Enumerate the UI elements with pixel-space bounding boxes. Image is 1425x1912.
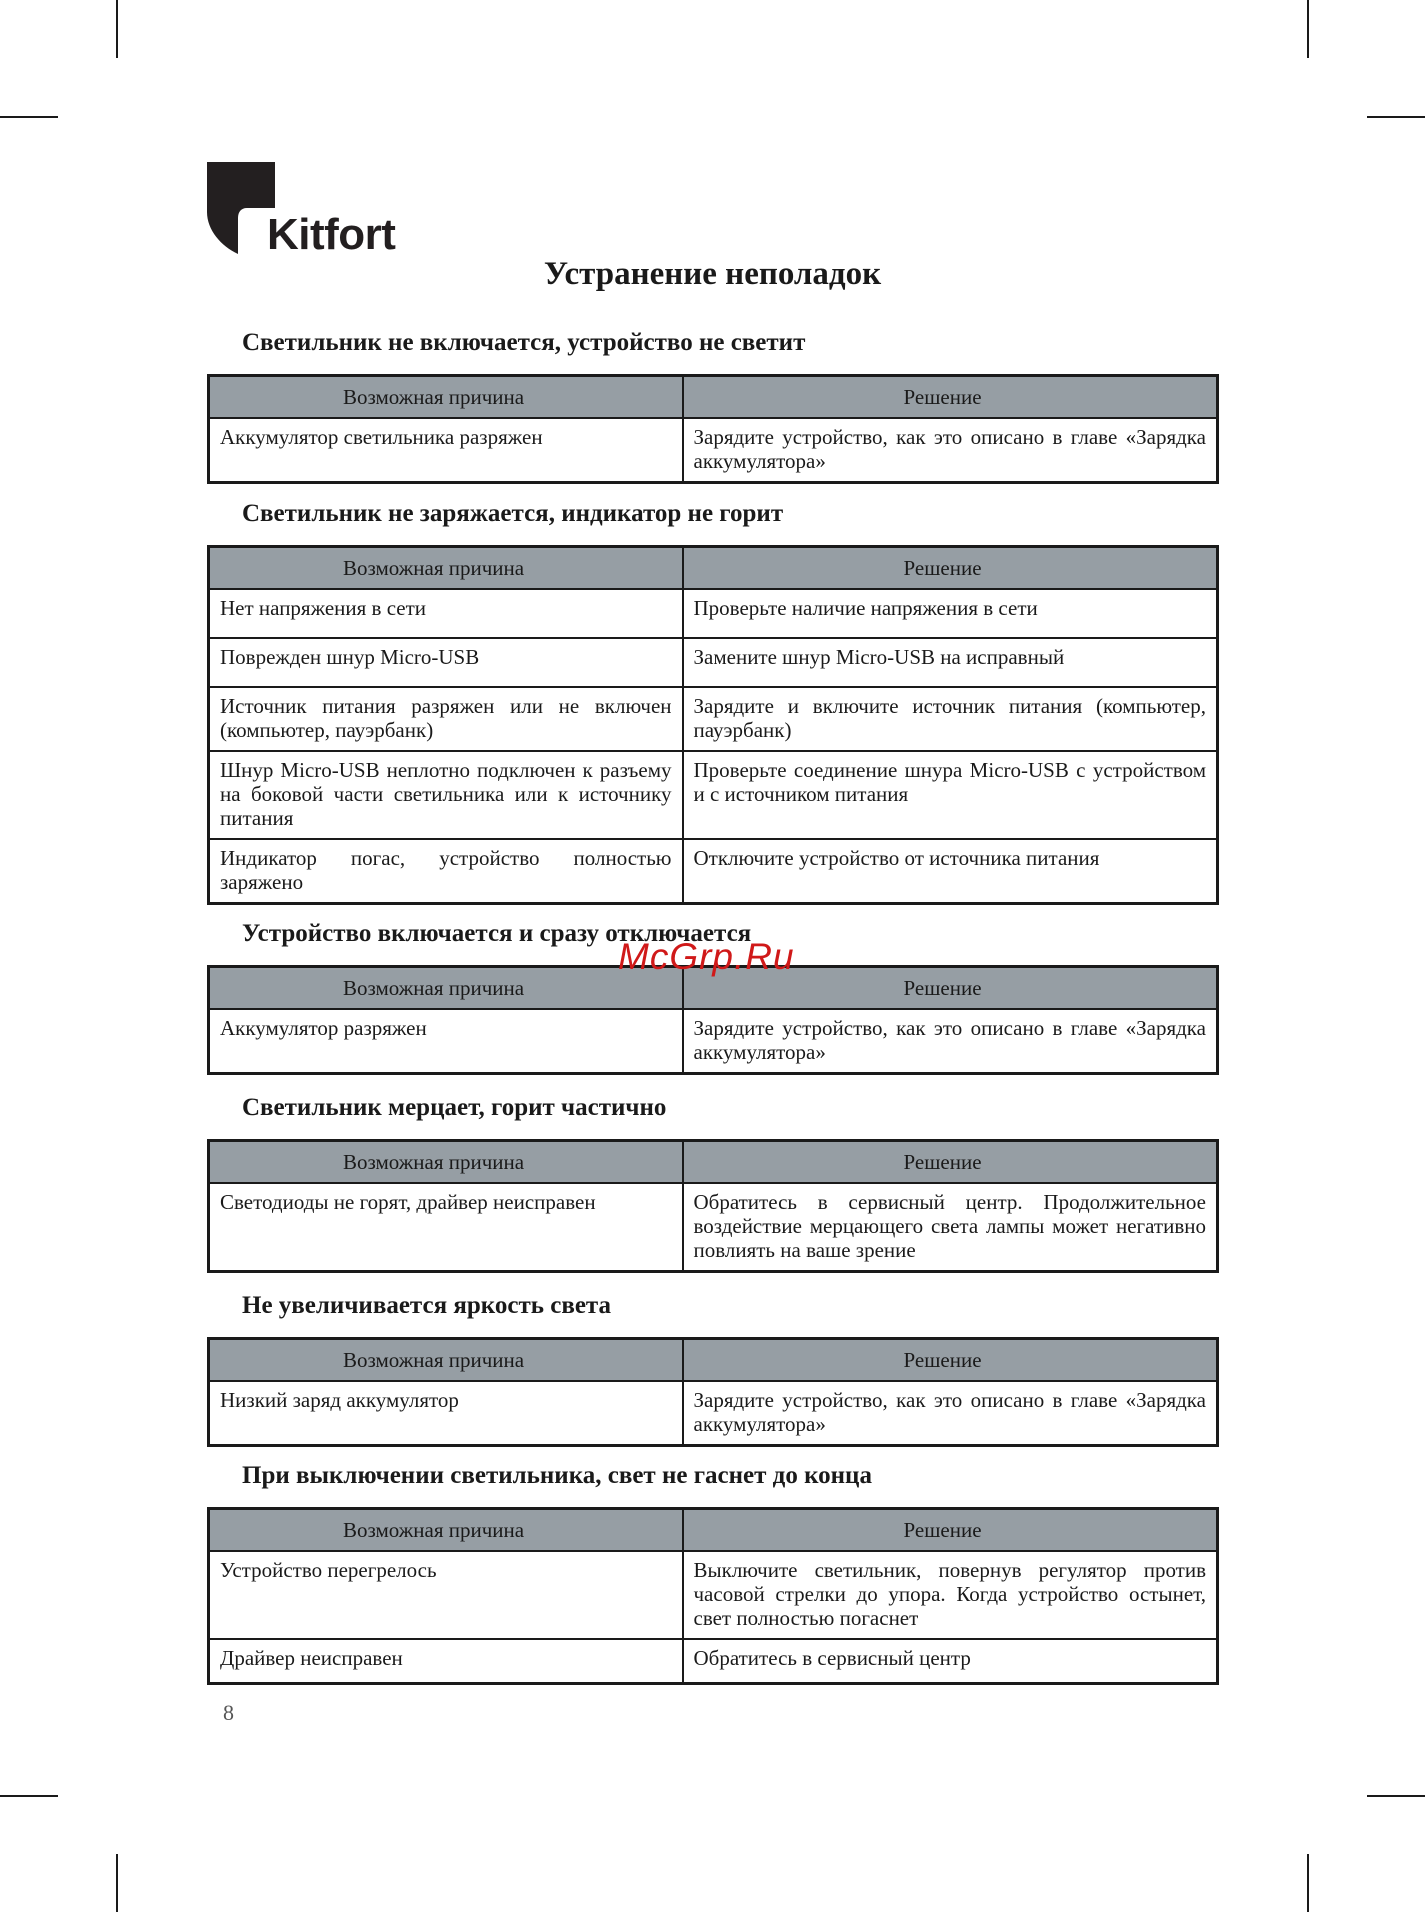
header-cause: Возможная причина	[209, 1141, 683, 1184]
crop-mark	[1307, 1854, 1309, 1912]
cause-cell: Нет напряжения в сети	[209, 589, 683, 638]
table-row	[209, 687, 1218, 751]
solution-cell: Зарядите устройство, как это описано в главе «Зарядка аккумулятора»	[683, 1009, 1218, 1074]
table-row	[209, 839, 1218, 904]
solution-cell: Замените шнур Micro-USB на исправный	[683, 638, 1218, 687]
section-heading: Светильник не включается, устройство не светит	[242, 329, 806, 356]
cause-cell: Устройство перегрелось	[209, 1551, 683, 1639]
table-row	[209, 751, 1218, 839]
crop-mark	[116, 1854, 118, 1912]
troubleshooting-section	[207, 1461, 1216, 1685]
solution-cell: Обратитесь в сервисный центр. Продолжительное воздействие мерцающего света лампы может негативно повлиять на ваше зрение	[683, 1183, 1218, 1272]
header-solution: Решение	[683, 376, 1218, 419]
troubleshooting-table	[207, 1507, 1219, 1685]
cause-cell: Аккумулятор разряжен	[209, 1009, 683, 1074]
crop-mark	[1367, 1795, 1425, 1797]
crop-mark	[1307, 0, 1309, 58]
table-row	[209, 1551, 1218, 1639]
table-row	[209, 1639, 1218, 1683]
troubleshooting-section	[207, 1093, 1216, 1273]
header-solution: Решение	[683, 967, 1218, 1010]
table-header-row	[209, 547, 1218, 590]
solution-cell: Отключите устройство от источника питания	[683, 839, 1218, 904]
brand-logo	[207, 162, 397, 258]
header-cause: Возможная причина	[209, 376, 683, 419]
troubleshooting-table	[207, 1139, 1219, 1273]
solution-cell: Зарядите устройство, как это описано в главе «Зарядка аккумулятора»	[683, 1381, 1218, 1446]
section-heading: Устройство включается и сразу отключается	[242, 920, 752, 947]
page-number: 8	[223, 1700, 234, 1725]
header-cause: Возможная причина	[209, 547, 683, 590]
section-heading: При выключении светильника, свет не гаснет до конца	[242, 1462, 872, 1489]
cause-cell: Аккумулятор светильника разряжен	[209, 418, 683, 483]
solution-cell: Выключите светильник, повернув регулятор против часовой стрелки до упора. Когда устройство остынет, свет полностью погаснет	[683, 1551, 1218, 1639]
table-row	[209, 1381, 1218, 1446]
troubleshooting-section	[207, 328, 1216, 484]
logo-text: Kitfort	[267, 210, 396, 259]
cause-cell: Светодиоды не горят, драйвер неисправен	[209, 1183, 683, 1272]
header-cause: Возможная причина	[209, 1339, 683, 1382]
header-solution: Решение	[683, 1509, 1218, 1552]
solution-cell: Проверьте наличие напряжения в сети	[683, 589, 1218, 638]
cause-cell: Драйвер неисправен	[209, 1639, 683, 1683]
cause-cell: Низкий заряд аккумулятор	[209, 1381, 683, 1446]
troubleshooting-section	[207, 499, 1216, 905]
section-heading: Светильник не заряжается, индикатор не горит	[242, 500, 784, 527]
table-header-row	[209, 376, 1218, 419]
crop-mark	[0, 116, 58, 118]
table-row	[209, 1009, 1218, 1074]
header-solution: Решение	[683, 547, 1218, 590]
cause-cell: Поврежден шнур Micro-USB	[209, 638, 683, 687]
cause-cell: Индикатор погас, устройство полностью заряжено	[209, 839, 683, 904]
troubleshooting-table	[207, 1337, 1219, 1447]
troubleshooting-section	[207, 1291, 1216, 1447]
header-cause: Возможная причина	[209, 1509, 683, 1552]
table-row	[209, 1183, 1218, 1272]
cause-cell: Шнур Micro-USB неплотно подключен к разъему на боковой части светильника или к источнику питания	[209, 751, 683, 839]
table-header-row	[209, 1339, 1218, 1382]
troubleshooting-table	[207, 965, 1219, 1075]
table-row	[209, 638, 1218, 687]
crop-mark	[1367, 116, 1425, 118]
header-cause: Возможная причина	[209, 967, 683, 1010]
watermark: McGrp.Ru	[618, 936, 795, 977]
troubleshooting-table	[207, 545, 1219, 905]
table-header-row	[209, 1509, 1218, 1552]
header-solution: Решение	[683, 1339, 1218, 1382]
table-row	[209, 418, 1218, 483]
section-heading: Не увеличивается яркость света	[242, 1292, 612, 1319]
solution-cell: Зарядите и включите источник питания (компьютер, пауэрбанк)	[683, 687, 1218, 751]
solution-cell: Проверьте соединение шнура Micro-USB с устройством и с источником питания	[683, 751, 1218, 839]
table-header-row	[209, 1141, 1218, 1184]
cause-cell: Источник питания разряжен или не включен (компьютер, пауэрбанк)	[209, 687, 683, 751]
page-title: Устранение неполадок	[543, 256, 882, 292]
header-solution: Решение	[683, 1141, 1218, 1184]
crop-mark	[116, 0, 118, 58]
troubleshooting-table	[207, 374, 1219, 484]
kitfort-logo-icon	[207, 162, 275, 254]
solution-cell: Зарядите устройство, как это описано в главе «Зарядка аккумулятора»	[683, 418, 1218, 483]
solution-cell: Обратитесь в сервисный центр	[683, 1639, 1218, 1683]
section-heading: Светильник мерцает, горит частично	[242, 1094, 667, 1121]
crop-mark	[0, 1795, 58, 1797]
table-row	[209, 589, 1218, 638]
